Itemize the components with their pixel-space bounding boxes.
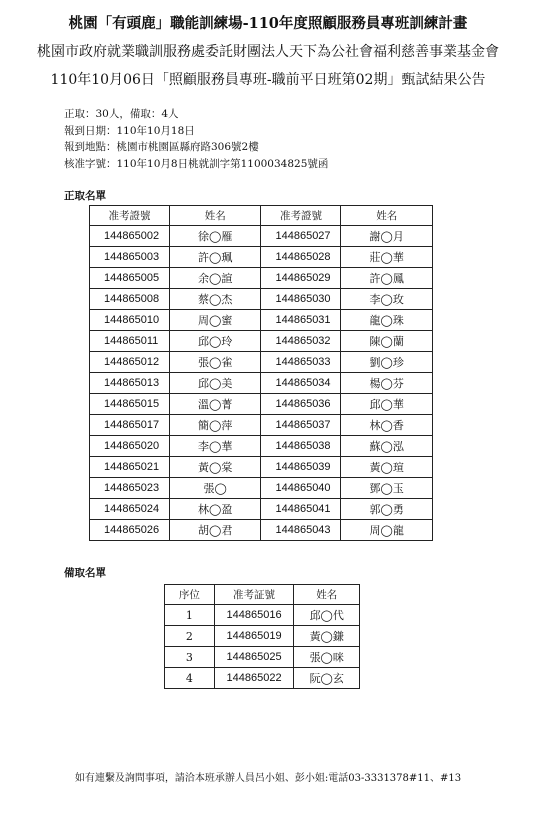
exam-number-cell: 144865008 [90,289,170,310]
name-cell: 蘇◯泓 [341,436,433,457]
quota-text: 正取：30人，備取：4人 [64,108,179,120]
rank-cell: 2 [165,626,215,647]
name-cell: 龍◯珠 [341,310,433,331]
rank-cell: 1 [165,605,215,626]
table-row [90,289,433,310]
contact-footer: 如有連繫及詢問事項，請洽本班承辦人員呂小姐、彭小姐:電話03-3331378#11、#13 [74,773,462,784]
exam-number-cell: 144865010 [90,310,170,331]
name-cell: 邱◯代 [294,605,360,626]
exam-number-cell: 144865005 [90,268,170,289]
header-exam-no: 准考証號 [214,585,294,605]
name-cell: 李◯華 [169,436,261,457]
table-row [90,478,433,499]
name-cell: 謝◯月 [341,226,433,247]
exam-number-cell: 144865027 [261,226,341,247]
exam-number-cell: 144865036 [261,394,341,415]
name-cell: 周◯龍 [341,520,433,541]
rank-cell: 4 [165,668,215,689]
name-cell: 周◯蜜 [169,310,261,331]
exam-number-cell: 144865043 [261,520,341,541]
name-cell: 鄧◯玉 [341,478,433,499]
exam-number-cell: 144865038 [261,436,341,457]
exam-number-cell: 144865019 [214,626,294,647]
program-title: 桃園「有頭鹿」職能訓練場-110年度照顧服務員專班訓練計畫 [68,15,468,32]
name-cell: 張◯咪 [294,647,360,668]
name-cell: 簡◯萍 [169,415,261,436]
table-row [165,668,360,689]
table-row [90,373,433,394]
name-cell: 黃◯棠 [169,457,261,478]
name-cell: 黃◯鎌 [294,626,360,647]
exam-number-cell: 144865023 [90,478,170,499]
backup-table-header-row [165,585,360,605]
announcement-line: 110年10月06日「照顧服務員專班-職前平日班第02期」甄試結果公告 [50,72,486,88]
approval-text: 核准字號：110年10月8日桃就訓字第1100034825號函 [64,157,329,170]
name-cell: 楊◯芬 [341,373,433,394]
main-list-table [89,205,433,541]
exam-number-cell: 144865015 [90,394,170,415]
exam-number-cell: 144865025 [214,647,294,668]
header-exam-no: 准考證號 [261,206,341,226]
exam-number-cell: 144865003 [90,247,170,268]
name-cell: 邱◯玲 [169,331,261,352]
name-cell: 邱◯美 [169,373,261,394]
exam-number-cell: 144865037 [261,415,341,436]
exam-number-cell: 144865022 [214,668,294,689]
header-rank: 序位 [165,585,215,605]
name-cell: 溫◯菁 [169,394,261,415]
backup-list-table [164,584,360,689]
main-list-label: 正取名單 [64,190,106,202]
name-cell: 胡◯君 [169,520,261,541]
exam-number-cell: 144865021 [90,457,170,478]
header-name: 姓名 [169,206,261,226]
exam-number-cell: 144865017 [90,415,170,436]
info-block [64,106,328,172]
exam-number-cell: 144865020 [90,436,170,457]
name-cell: 許◯珮 [169,247,261,268]
table-row [165,605,360,626]
table-row [90,352,433,373]
table-row [90,394,433,415]
location-text: 報到地點：桃園市桃園區縣府路306號2樓 [64,141,259,153]
exam-number-cell: 144865031 [261,310,341,331]
name-cell: 徐◯雁 [169,226,261,247]
name-cell: 郭◯勇 [341,499,433,520]
table-row [90,268,433,289]
rank-cell: 3 [165,647,215,668]
exam-number-cell: 144865028 [261,247,341,268]
exam-number-cell: 144865034 [261,373,341,394]
main-table-header-row [90,206,433,226]
name-cell: 張◯雀 [169,352,261,373]
table-row [165,626,360,647]
backup-list-label: 備取名單 [64,567,106,579]
header-name: 姓名 [341,206,433,226]
table-row [90,310,433,331]
exam-number-cell: 144865033 [261,352,341,373]
organization-line: 桃園市政府就業職訓服務處委託財團法人天下為公社會福利慈善事業基金會 [37,44,499,60]
table-row [90,331,433,352]
name-cell: 張◯ [169,478,261,499]
exam-number-cell: 144865030 [261,289,341,310]
name-cell: 李◯玫 [341,289,433,310]
exam-number-cell: 144865026 [90,520,170,541]
name-cell: 莊◯華 [341,247,433,268]
exam-number-cell: 144865039 [261,457,341,478]
table-row [90,247,433,268]
report-date-text: 報到日期：110年10月18日 [64,124,195,137]
exam-number-cell: 144865041 [261,499,341,520]
exam-number-cell: 144865029 [261,268,341,289]
exam-number-cell: 144865002 [90,226,170,247]
table-row [90,457,433,478]
exam-number-cell: 144865040 [261,478,341,499]
name-cell: 劉◯珍 [341,352,433,373]
exam-number-cell: 144865032 [261,331,341,352]
name-cell: 許◯鳳 [341,268,433,289]
table-row [90,436,433,457]
table-row [90,499,433,520]
table-row [90,226,433,247]
name-cell: 邱◯華 [341,394,433,415]
header-exam-no: 准考證號 [90,206,170,226]
table-row [90,520,433,541]
name-cell: 余◯諠 [169,268,261,289]
table-row [165,647,360,668]
exam-number-cell: 144865016 [214,605,294,626]
document-header [0,10,536,94]
table-row [90,415,433,436]
name-cell: 林◯盈 [169,499,261,520]
name-cell: 蔡◯杰 [169,289,261,310]
exam-number-cell: 144865011 [90,331,170,352]
exam-number-cell: 144865013 [90,373,170,394]
exam-number-cell: 144865012 [90,352,170,373]
name-cell: 阮◯玄 [294,668,360,689]
exam-number-cell: 144865024 [90,499,170,520]
name-cell: 陳◯蘭 [341,331,433,352]
name-cell: 黃◯瑄 [341,457,433,478]
header-name: 姓名 [294,585,360,605]
name-cell: 林◯香 [341,415,433,436]
